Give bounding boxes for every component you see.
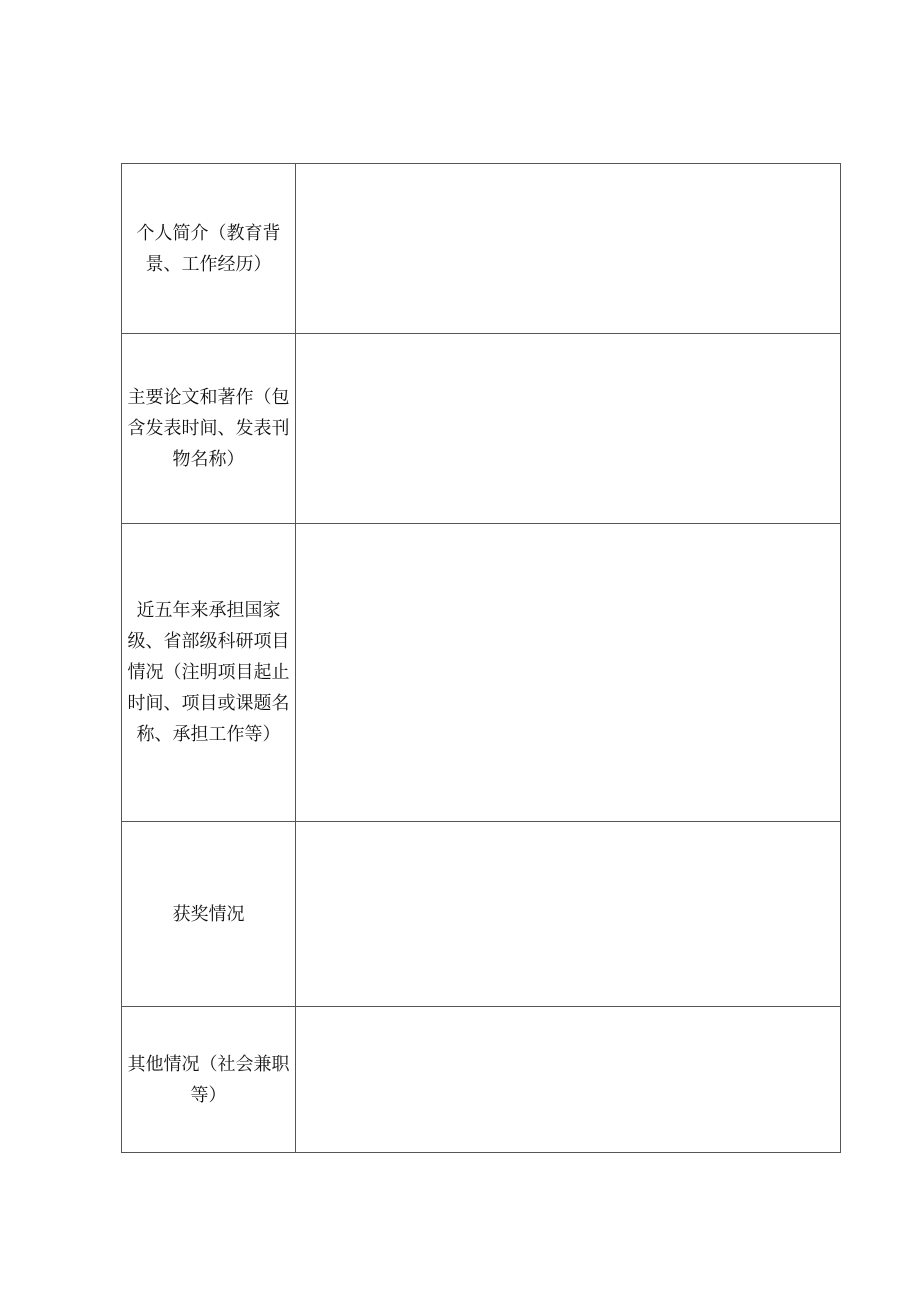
research-projects-label: 近五年来承担国家级、省部级科研项目情况（注明项目起止时间、项目或课题名称、承担工作等） xyxy=(127,600,290,745)
other-label: 其他情况（社会兼职等） xyxy=(127,1053,290,1106)
awards-label: 获奖情况 xyxy=(172,903,245,925)
row-label-cell xyxy=(122,822,296,1007)
row-label-cell xyxy=(122,334,296,524)
row-label-cell xyxy=(122,1007,296,1153)
form-row-personal-profile xyxy=(122,164,841,334)
awards-field[interactable] xyxy=(296,822,841,1007)
other-field[interactable] xyxy=(296,1007,841,1153)
row-label-cell xyxy=(122,164,296,334)
profile-form-table xyxy=(121,163,841,1153)
form-row-other xyxy=(122,1007,841,1153)
form-row-papers xyxy=(122,334,841,524)
personal-profile-label: 个人简介（教育背景、工作经历） xyxy=(136,222,281,275)
form-row-research-projects xyxy=(122,524,841,822)
research-projects-field[interactable] xyxy=(296,524,841,822)
row-label-cell xyxy=(122,524,296,822)
papers-label: 主要论文和著作（包含发表时间、发表刊物名称） xyxy=(127,387,290,470)
papers-field[interactable] xyxy=(296,334,841,524)
form-row-awards xyxy=(122,822,841,1007)
personal-profile-field[interactable] xyxy=(296,164,841,334)
